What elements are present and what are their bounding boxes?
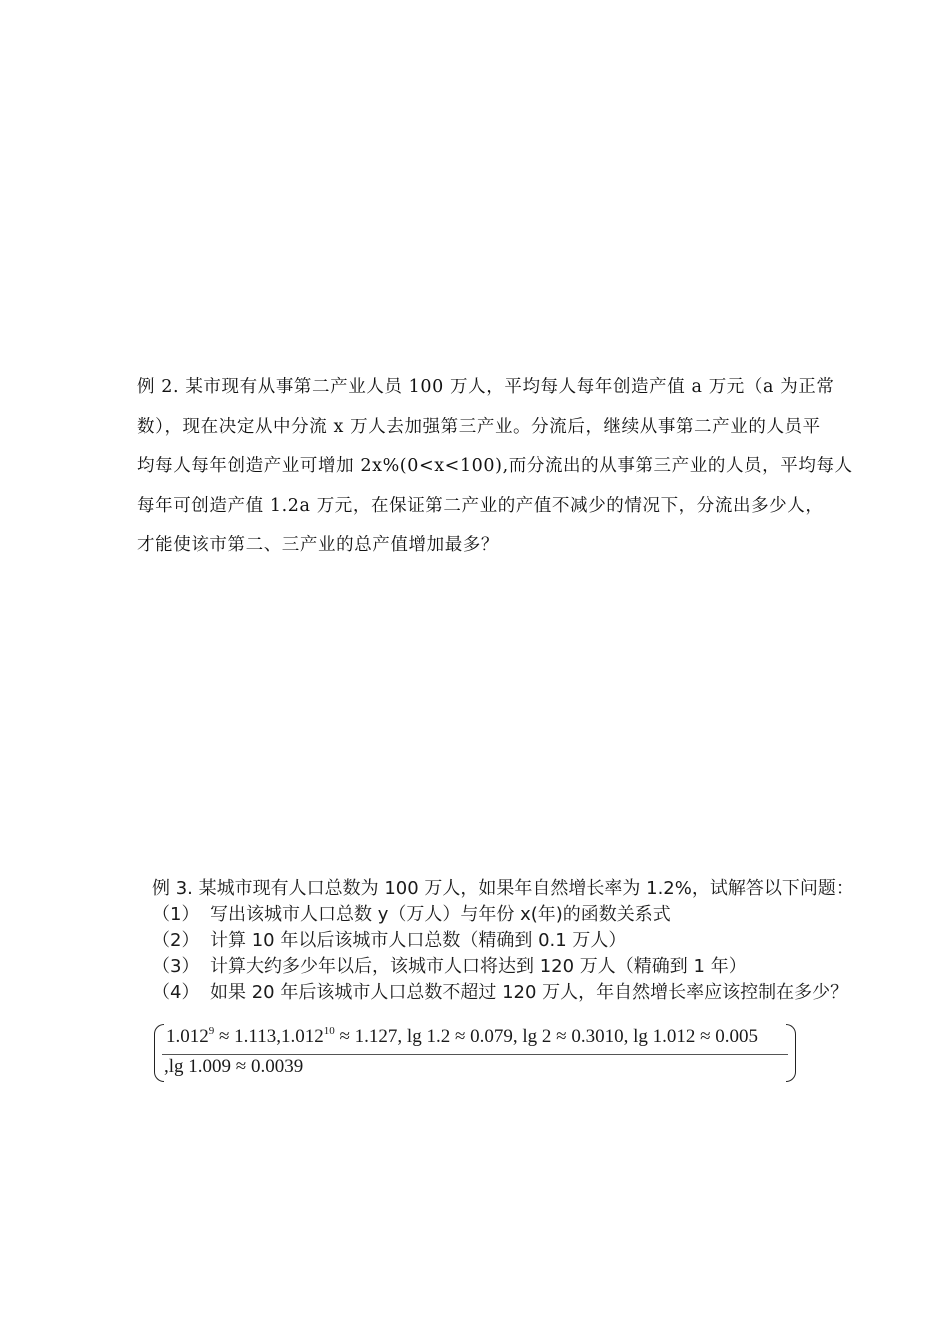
example-3-problem xyxy=(152,876,854,1006)
example-2-line-1: 例 2. 某市现有从事第二产业人员 100 万人，平均每人每年创造产值 a 万元（a 为正常 xyxy=(137,377,835,397)
formula-exponent: 9 xyxy=(208,1025,215,1037)
item-number: （1） xyxy=(152,904,200,925)
item-text: 计算 10 年以后该城市人口总数（精确到 0.1 万人） xyxy=(210,930,627,951)
example-3-item xyxy=(152,928,812,954)
formula-line-2: ,lg 1.009 ≈ 0.0039 xyxy=(164,1056,304,1077)
reference-values-formula xyxy=(154,1022,796,1084)
example-3-item xyxy=(152,980,849,1006)
item-number: （3） xyxy=(152,956,200,977)
example-3-title: 例 3. 某城市现有人口总数为 100 万人，如果年自然增长率为 1.2%，试解答以下问题： xyxy=(152,878,854,899)
item-number: （2） xyxy=(152,930,200,951)
item-text: 计算大约多少年以后，该城市人口将达到 120 万人（精确到 1 年） xyxy=(210,956,747,977)
example-2-line-5: 才能使该市第二、三产业的总产值增加最多？ xyxy=(137,535,499,555)
formula-divider xyxy=(162,1054,788,1055)
item-text: 如果 20 年后该城市人口总数不超过 120 万人，年自然增长率应该控制在多少？ xyxy=(210,982,849,1003)
right-paren xyxy=(786,1024,796,1082)
formula-term: 1.012 xyxy=(166,1026,209,1047)
example-2-line-4: 每年可创造产值 1.2a 万元，在保证第二产业的产值不减少的情况下，分流出多少人， xyxy=(137,495,824,516)
item-text: 写出该城市人口总数 y（万人）与年份 x(年)的函数关系式 xyxy=(210,904,671,925)
formula-exponent: 10 xyxy=(323,1025,335,1037)
example-3-item xyxy=(152,954,812,980)
formula-term: ≈ 1.113,1.012 xyxy=(214,1026,324,1047)
example-2-problem xyxy=(137,368,877,566)
example-3-item xyxy=(152,902,812,928)
left-paren xyxy=(154,1024,164,1082)
formula-term: ≈ 1.127, lg 1.2 ≈ 0.079, lg 2 ≈ 0.3010, lg 1.012 ≈ 0.005 xyxy=(334,1026,759,1047)
example-2-line-2: 数），现在决定从中分流 x 万人去加强第三产业。分流后，继续从事第二产业的人员平 xyxy=(137,416,821,437)
example-2-line-3: 均每人每年创造产业可增加 2x%(0<x<100),而分流出的从事第三产业的人员，平均每人 xyxy=(137,456,853,476)
formula-line-1 xyxy=(166,1025,758,1048)
item-number: （4） xyxy=(152,982,200,1003)
